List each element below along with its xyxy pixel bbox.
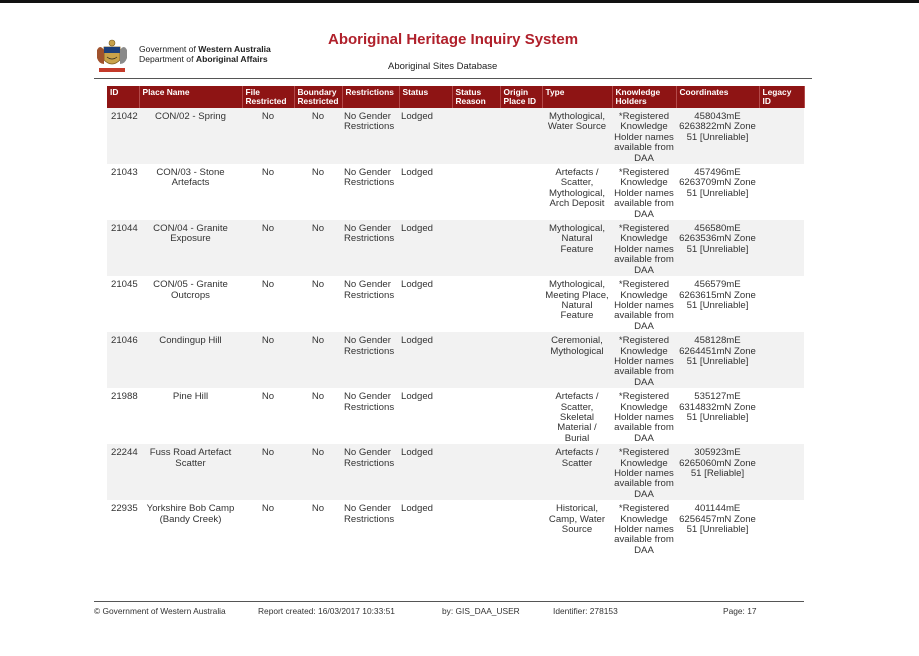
cell-type: Artefacts / Scatter, Skeletal Material / Burial bbox=[555, 391, 599, 444]
cell-coordinates: 458128mE 6264451mN Zone 51 [Unreliable] bbox=[676, 332, 759, 388]
cell-boundary-restricted: No bbox=[294, 444, 342, 500]
cell-place-name: Yorkshire Bob Camp (Bandy Creek) bbox=[146, 503, 235, 525]
cell-status-reason bbox=[452, 108, 500, 164]
table-header-row bbox=[107, 86, 804, 108]
table-row bbox=[107, 388, 804, 444]
cell-status: Lodged bbox=[399, 220, 452, 276]
cell-restrictions: No Gender Restrictions bbox=[342, 220, 399, 276]
cell-id: 21042 bbox=[107, 108, 139, 164]
cell-place-name: CON/02 - Spring bbox=[139, 108, 242, 164]
cell-knowledge-holders: *Registered Knowledge Holder names available from DAA bbox=[612, 444, 676, 500]
cell-boundary-restricted: No bbox=[294, 220, 342, 276]
cell-coordinates: 456580mE 6263536mN Zone 51 [Unreliable] bbox=[676, 220, 759, 276]
cell-id: 22244 bbox=[107, 444, 139, 500]
government-branding bbox=[139, 44, 271, 64]
cell-place-name: CON/05 - Granite Outcrops bbox=[153, 279, 228, 301]
col-header: Type bbox=[542, 86, 612, 108]
cell-file-restricted: No bbox=[261, 167, 275, 179]
cell-file-restricted: No bbox=[261, 503, 275, 515]
cell-file-restricted: No bbox=[242, 444, 294, 500]
cell-restrictions: No Gender Restrictions bbox=[342, 108, 399, 164]
col-header: Legacy ID bbox=[759, 86, 804, 108]
cell-type: Historical, Camp, Water Source bbox=[548, 503, 606, 536]
cell-origin-place-id bbox=[500, 220, 542, 276]
cell-boundary-restricted: No bbox=[311, 279, 325, 291]
cell-id: 21046 bbox=[107, 332, 139, 388]
cell-place-name: CON/03 - Stone Artefacts bbox=[156, 167, 225, 189]
cell-place-name: CON/04 - Granite Exposure bbox=[139, 220, 242, 276]
col-header: Coordinates bbox=[676, 86, 759, 108]
cell-origin-place-id bbox=[500, 332, 542, 388]
footer-user: by: GIS_DAA_USER bbox=[442, 606, 520, 616]
cell-boundary-restricted: No bbox=[311, 167, 325, 179]
gov-name: Western Australia bbox=[198, 44, 271, 54]
cell-origin-place-id bbox=[500, 388, 542, 444]
cell-coordinates: 535127mE 6314832mN Zone 51 [Unreliable] bbox=[679, 391, 756, 423]
cell-knowledge-holders: *Registered Knowledge Holder names available from DAA bbox=[612, 220, 676, 276]
cell-file-restricted: No bbox=[242, 220, 294, 276]
dept-prefix: Department of bbox=[139, 54, 194, 64]
cell-coordinates: 305923mE 6265060mN Zone 51 [Reliable] bbox=[676, 444, 759, 500]
cell-file-restricted: No bbox=[242, 108, 294, 164]
cell-legacy-id bbox=[759, 332, 804, 388]
cell-type: Artefacts / Scatter, Mythological, Arch Deposit bbox=[549, 167, 605, 210]
cell-place-name: Fuss Road Artefact Scatter bbox=[139, 444, 242, 500]
cell-legacy-id bbox=[759, 388, 804, 444]
col-header: Restrictions bbox=[342, 86, 399, 108]
page-title: Aboriginal Heritage Inquiry System bbox=[328, 31, 579, 48]
cell-knowledge-holders: *Registered Knowledge Holder names available from DAA bbox=[612, 108, 676, 164]
cell-id: 21044 bbox=[107, 220, 139, 276]
cell-knowledge-holders: *Registered Knowledge Holder names available from DAA bbox=[614, 279, 674, 332]
col-header: File Restricted bbox=[242, 86, 294, 108]
cell-status: Lodged bbox=[399, 444, 452, 500]
cell-origin-place-id bbox=[500, 108, 542, 164]
cell-type: Mythological, Natural Feature bbox=[542, 220, 612, 276]
page-subtitle: Aboriginal Sites Database bbox=[388, 61, 498, 72]
cell-restrictions: No Gender Restrictions bbox=[344, 279, 395, 301]
cell-status: Lodged bbox=[399, 332, 452, 388]
cell-restrictions: No Gender Restrictions bbox=[344, 167, 395, 189]
table-row bbox=[107, 500, 804, 556]
cell-legacy-id bbox=[759, 444, 804, 500]
cell-file-restricted: No bbox=[261, 391, 275, 403]
table-row bbox=[107, 276, 804, 332]
cell-knowledge-holders: *Registered Knowledge Holder names available from DAA bbox=[612, 332, 676, 388]
cell-status-reason bbox=[452, 332, 500, 388]
cell-status-reason bbox=[452, 220, 500, 276]
col-header: Status bbox=[399, 86, 452, 108]
table-row bbox=[107, 164, 804, 220]
cell-origin-place-id bbox=[500, 164, 542, 220]
cell-restrictions: No Gender Restrictions bbox=[342, 332, 399, 388]
wa-coat-of-arms-icon bbox=[93, 38, 131, 76]
cell-place-name: Condingup Hill bbox=[139, 332, 242, 388]
dept-name: Aboriginal Affairs bbox=[195, 54, 268, 64]
cell-status-reason bbox=[452, 500, 500, 556]
cell-type: Mythological, Water Source bbox=[542, 108, 612, 164]
footer-page-number: Page: 17 bbox=[723, 606, 757, 616]
cell-origin-place-id bbox=[500, 500, 542, 556]
table-row bbox=[107, 332, 804, 388]
col-header: Boundary Restricted bbox=[294, 86, 342, 108]
cell-type: Mythological, Meeting Place, Natural Feature bbox=[545, 279, 609, 322]
footer-copyright: © Government of Western Australia bbox=[94, 606, 226, 616]
cell-place-name: Pine Hill bbox=[172, 391, 209, 403]
cell-legacy-id bbox=[759, 500, 804, 556]
gov-prefix: Government of bbox=[139, 44, 196, 54]
header-divider bbox=[94, 78, 812, 79]
cell-legacy-id bbox=[759, 108, 804, 164]
cell-status-reason bbox=[452, 388, 500, 444]
cell-status: Lodged bbox=[401, 503, 434, 515]
cell-restrictions: No Gender Restrictions bbox=[344, 503, 395, 525]
table-row bbox=[107, 444, 804, 500]
page-top-border bbox=[0, 0, 919, 3]
col-header: Place Name bbox=[139, 86, 242, 108]
cell-file-restricted: No bbox=[261, 279, 275, 291]
cell-status: Lodged bbox=[401, 391, 434, 403]
cell-status: Lodged bbox=[401, 167, 434, 179]
cell-coordinates: 457496mE 6263709mN Zone 51 [Unreliable] bbox=[679, 167, 756, 199]
cell-id: 21043 bbox=[111, 167, 138, 179]
footer-divider bbox=[94, 601, 804, 602]
cell-legacy-id bbox=[759, 276, 804, 332]
cell-status-reason bbox=[452, 276, 500, 332]
cell-coordinates: 401144mE 6256457mN Zone 51 [Unreliable] bbox=[679, 503, 756, 536]
col-header: Status Reason bbox=[452, 86, 500, 108]
cell-id: 22935 bbox=[111, 503, 138, 515]
footer-report-created: Report created: 16/03/2017 10:33:51 bbox=[258, 606, 395, 616]
cell-status: Lodged bbox=[399, 108, 452, 164]
cell-knowledge-holders: *Registered Knowledge Holder names available from DAA bbox=[614, 167, 674, 220]
cell-knowledge-holders: *Registered Knowledge Holder names available from DAA bbox=[614, 503, 674, 556]
cell-boundary-restricted: No bbox=[311, 391, 325, 403]
cell-restrictions: No Gender Restrictions bbox=[344, 391, 395, 413]
sites-table bbox=[107, 86, 805, 556]
col-header: Origin Place ID bbox=[500, 86, 542, 108]
cell-id: 21988 bbox=[111, 391, 138, 403]
cell-legacy-id bbox=[759, 164, 804, 220]
cell-status: Lodged bbox=[401, 279, 434, 291]
cell-type: Ceremonial, Mythological bbox=[542, 332, 612, 388]
cell-origin-place-id bbox=[500, 276, 542, 332]
cell-id: 21045 bbox=[111, 279, 138, 291]
col-header: ID bbox=[107, 86, 139, 108]
cell-boundary-restricted: No bbox=[294, 108, 342, 164]
cell-status-reason bbox=[452, 164, 500, 220]
cell-coordinates: 458043mE 6263822mN Zone 51 [Unreliable] bbox=[676, 108, 759, 164]
table-row bbox=[107, 108, 804, 164]
cell-restrictions: No Gender Restrictions bbox=[342, 444, 399, 500]
cell-type: Artefacts / Scatter bbox=[542, 444, 612, 500]
cell-knowledge-holders: *Registered Knowledge Holder names available from DAA bbox=[614, 391, 674, 444]
cell-boundary-restricted: No bbox=[294, 332, 342, 388]
table-row bbox=[107, 220, 804, 276]
col-header: Knowledge Holders bbox=[612, 86, 676, 108]
cell-coordinates: 456579mE 6263615mN Zone 51 [Unreliable] bbox=[679, 279, 756, 311]
cell-legacy-id bbox=[759, 220, 804, 276]
cell-boundary-restricted: No bbox=[311, 503, 325, 515]
cell-file-restricted: No bbox=[242, 332, 294, 388]
cell-origin-place-id bbox=[500, 444, 542, 500]
footer-identifier: Identifier: 278153 bbox=[553, 606, 618, 616]
cell-status-reason bbox=[452, 444, 500, 500]
